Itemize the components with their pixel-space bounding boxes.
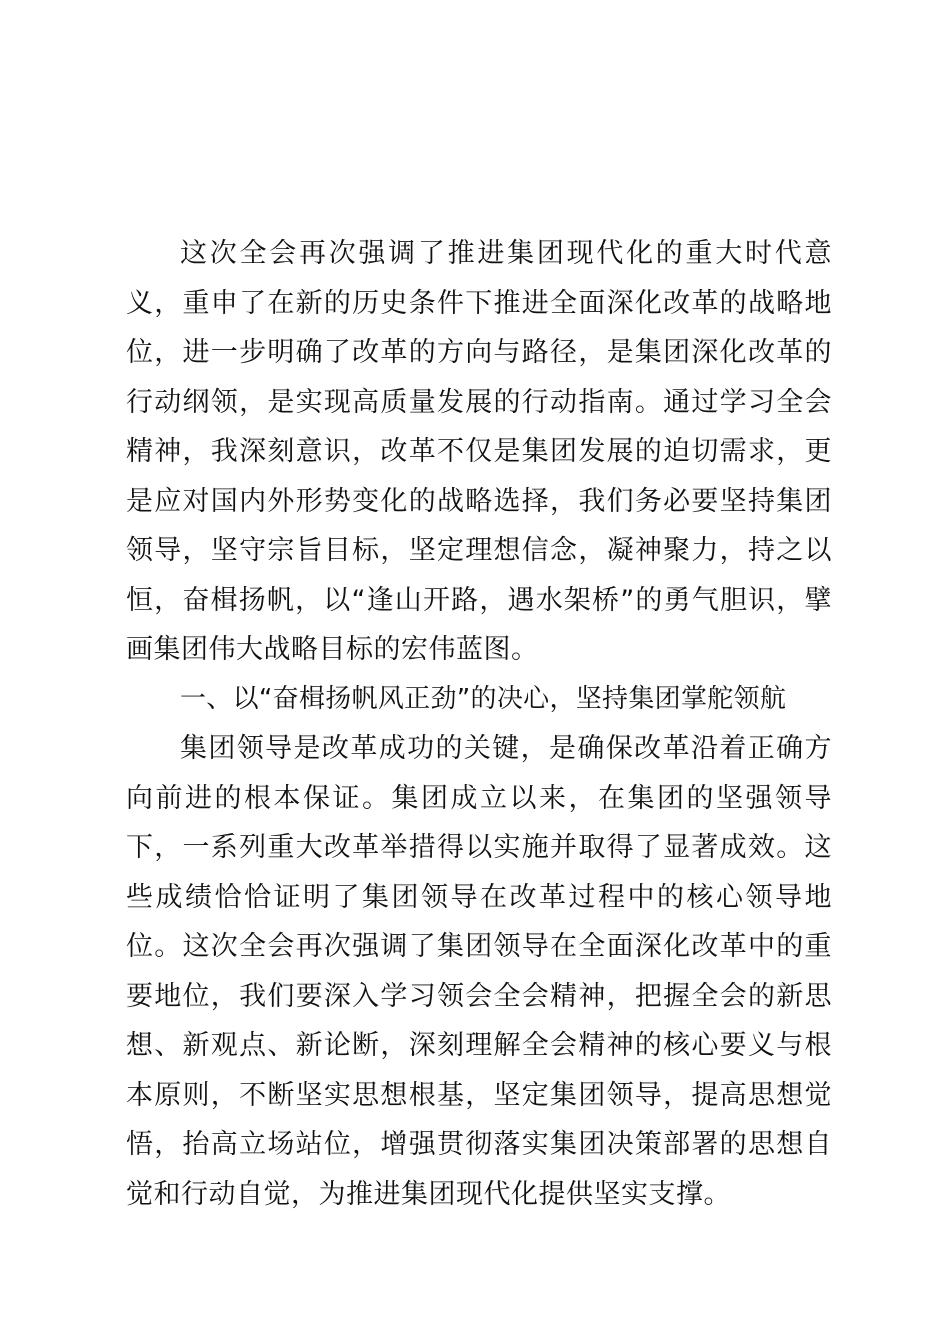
body-paragraph-section-1: 集团领导是改革成功的关键，是确保改革沿着正确方向前进的根本保证。集团成立以来，在集团的坚强领导下，一系列重大改革举措得以实施并取得了显著成效。这些成绩恰恰证明了集团领导在改革过程中的核心领导地位。这次全会再次强调了集团领导在全面深化改革中的重要地位，我们要深入学习领会全会精神，把握全会的新思想、新观点、新论断，深刻理解全会精神的核心要义与根本原则，不断坚实思想根基，坚定集团领导，提高思想觉悟，抬高立场站位，增强贯彻落实集团决策部署的思想自觉和行动自觉，为推进集团现代化提供坚实支撑。 (126, 733, 832, 1210)
document-body (126, 229, 832, 1219)
section-heading-1: 一、以“奋楫扬帆风正劲”的决心，坚持集团掌舵领航 (180, 683, 787, 714)
body-paragraph-intro: 这次全会再次强调了推进集团现代化的重大时代意义，重申了在新的历史条件下推进全面深化改革的战略地位，进一步明确了改革的方向与路径，是集团深化改革的行动纲领，是实现高质量发展的行动指南。通过学习全会精神，我深刻意识，改革不仅是集团发展的迫切需求，更是应对国内外形势变化的战略选择，我们务必要坚持集团领导，坚守宗旨目标，坚定理想信念，凝神聚力，持之以恒，奋楫扬帆，以“逢山开路，遇水架桥”的勇气胆识，擘画集团伟大战略目标的宏伟蓝图。 (126, 238, 832, 665)
